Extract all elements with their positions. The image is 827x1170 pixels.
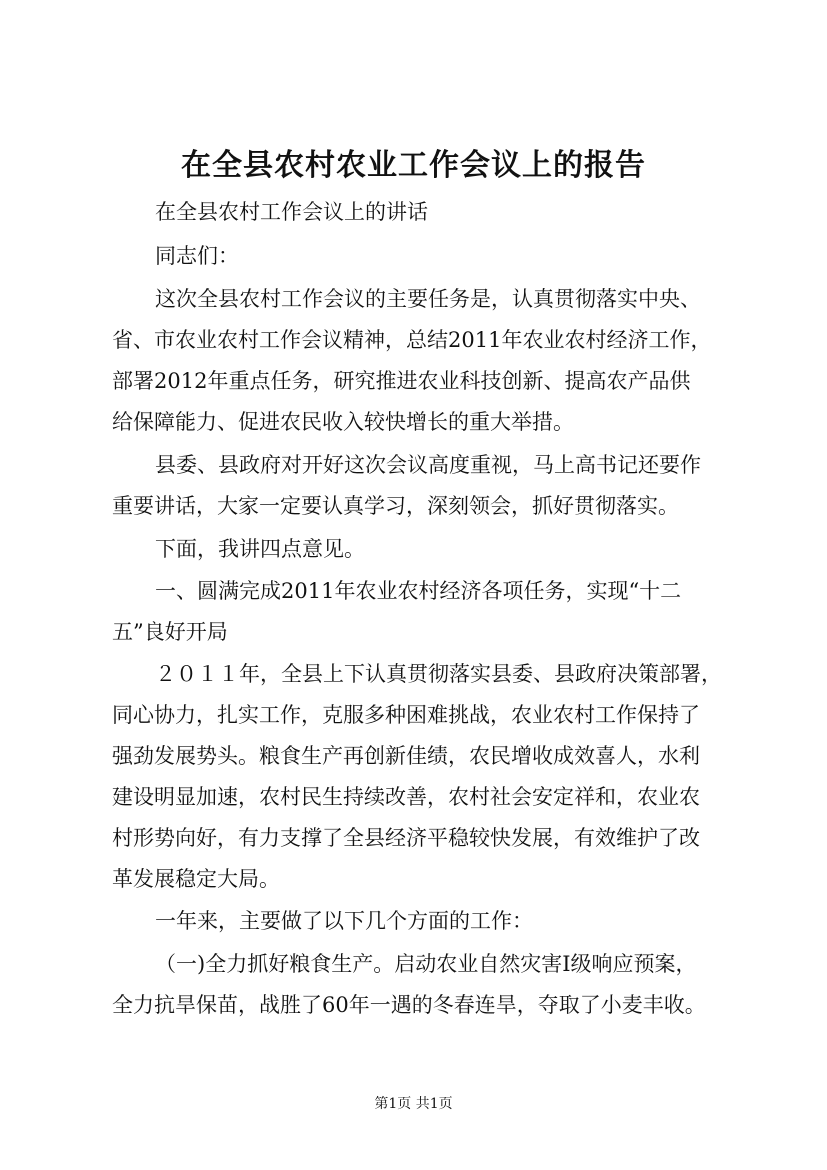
paragraph-line: 建设明显加速，农村民生持续改善，农村社会安定祥和，农业农 [112,785,700,809]
paragraph-line: 全力抗旱保苗，战胜了60年一遇的冬春连旱，夺取了小麦丰收。 [112,993,706,1017]
paragraph-line: 重要讲话，大家一定要认真学习，深刻领会，抓好贯彻落实。 [112,494,679,518]
paragraph-line: 同心协力，扎实工作，克服多种困难挑战，农业农村工作保持了 [112,703,700,727]
paragraph-line: 一年来，主要做了以下几个方面的工作： [155,909,533,933]
paragraph-line: 下面，我讲四点意见。 [155,537,365,561]
paragraph-line: 强劲发展势头。粮食生产再创新佳绩，农民增收成效喜人，水利 [112,744,700,768]
paragraph-line: 村形势向好，有力支撑了全县经济平稳较快发展，有效维护了改 [112,826,700,850]
paragraph-line: ２０１１年，全县上下认真贯彻落实县委、县政府决策部署， [155,662,722,686]
page-number-label: 第1页 共1页 [374,1096,453,1112]
subtitle-line: 在全县农村工作会议上的讲话 [155,200,428,224]
paragraph-line: （一)全力抓好粮食生产。启动农业自然灾害Ⅰ级响应预案， [155,952,697,976]
document-title: 在全县农村农业工作会议上的报告 [181,148,646,183]
paragraph-line: 部署2012年重点任务，研究推进农业科技创新、提高农产品供 [112,369,691,393]
paragraph-line: 省、市农业农村工作会议精神，总结2011年农业农村经济工作， [112,328,712,352]
section-heading-line: 五”良好开局 [112,620,228,644]
paragraph-line: 这次全县农村工作会议的主要任务是，认真贯彻落实中央、 [155,287,701,311]
paragraph-line: 革发展稳定大局。 [112,867,280,891]
section-heading-line: 一、圆满完成2011年农业农村经济各项任务，实现“十二 [155,579,682,603]
paragraph-line: 给保障能力、促进农民收入较快增长的重大举措。 [112,410,574,434]
page-footer [0,1094,827,1114]
paragraph-line: 县委、县政府对开好这次会议高度重视，马上高书记还要作 [155,453,701,477]
salutation-line: 同志们： [155,244,239,268]
